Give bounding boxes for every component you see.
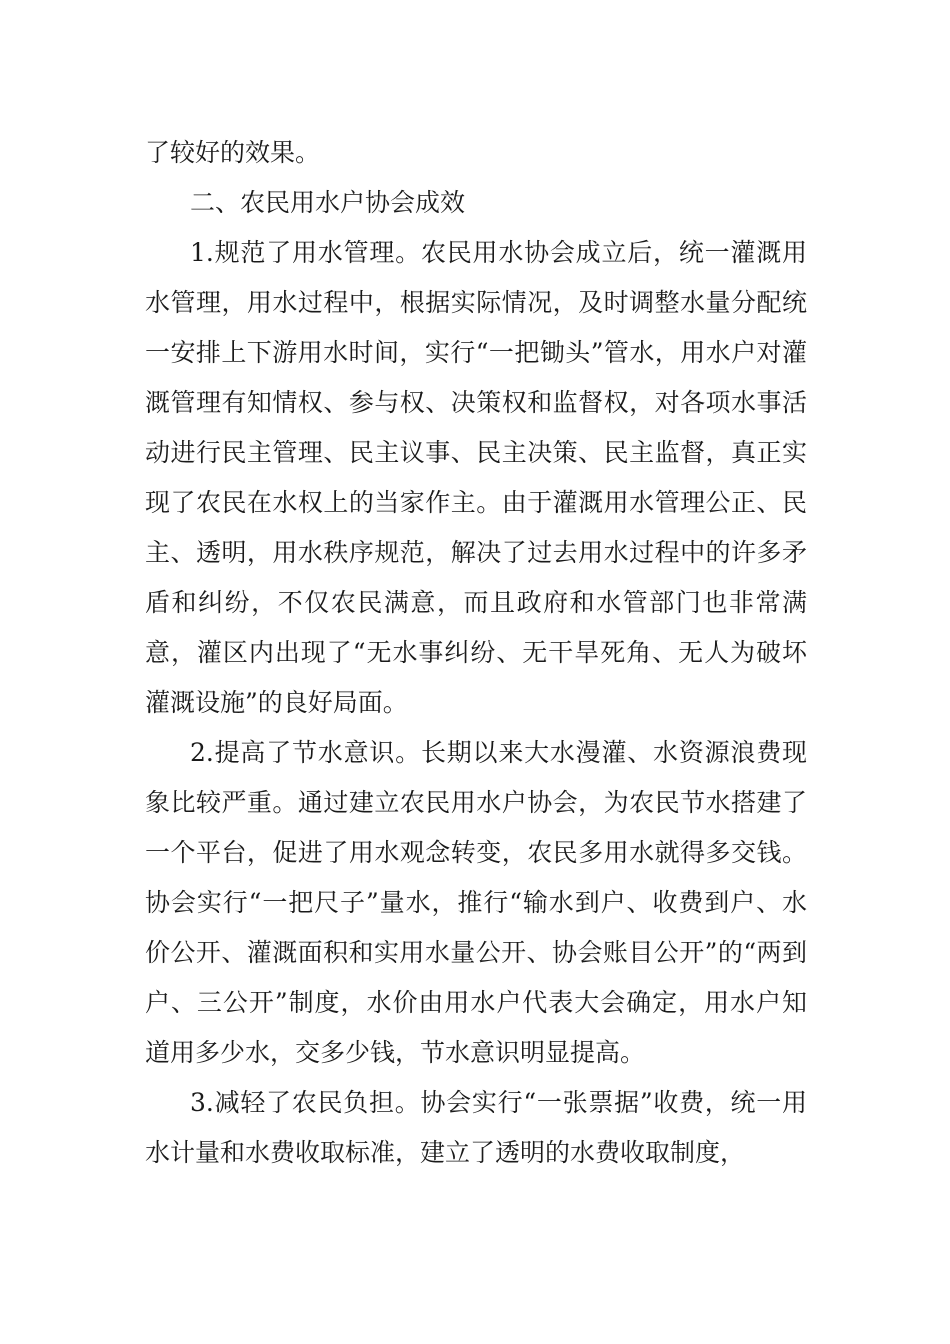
section-heading: 二、农民用水户协会成效 [190,188,466,217]
paragraph-water-management: 1.规范了用水管理。农民用水协会成立后，统一灌溉用水管理，用水过程中，根据实际情况，及时调整水量分配统一安排上下游用水时间，实行“一把锄头”管水，用水户对灌溉管理有知情权、参与权、决策权和监督权，对各项水事活动进行民主管理、民主议事、民主决策、民主监督，真正实现了农民在水权上的当家作主。由于灌溉用水管理公正、民主、透明，用水秩序规范，解决了过去用水过程中的许多矛盾和纠纷，不仅农民满意，而且政府和水管部门也非常满意，灌区内出现了“无水事纠纷、无干旱死角、无人为破坏灌溉设施”的良好局面。 [145,238,807,717]
document-body [145,128,807,1178]
paragraph-continuation: 了较好的效果。 [145,138,321,167]
paragraph-farmer-burden: 3.减轻了农民负担。协会实行“一张票据”收费，统一用水计量和水费收取标准，建立了透明的水费收取制度， [145,1088,807,1167]
paragraph-water-saving: 2.提高了节水意识。长期以来大水漫灌、水资源浪费现象比较严重。通过建立农民用水户协会，为农民节水搭建了一个平台，促进了用水观念转变，农民多用水就得多交钱。协会实行“一把尺子”量水，推行“输水到户、收费到户、水价公开、灌溉面积和实用水量公开、协会账目公开”的“两到户、三公开”制度，水价由用水户代表大会确定，用水户知道用多少水，交多少钱，节水意识明显提高。 [145,738,807,1067]
